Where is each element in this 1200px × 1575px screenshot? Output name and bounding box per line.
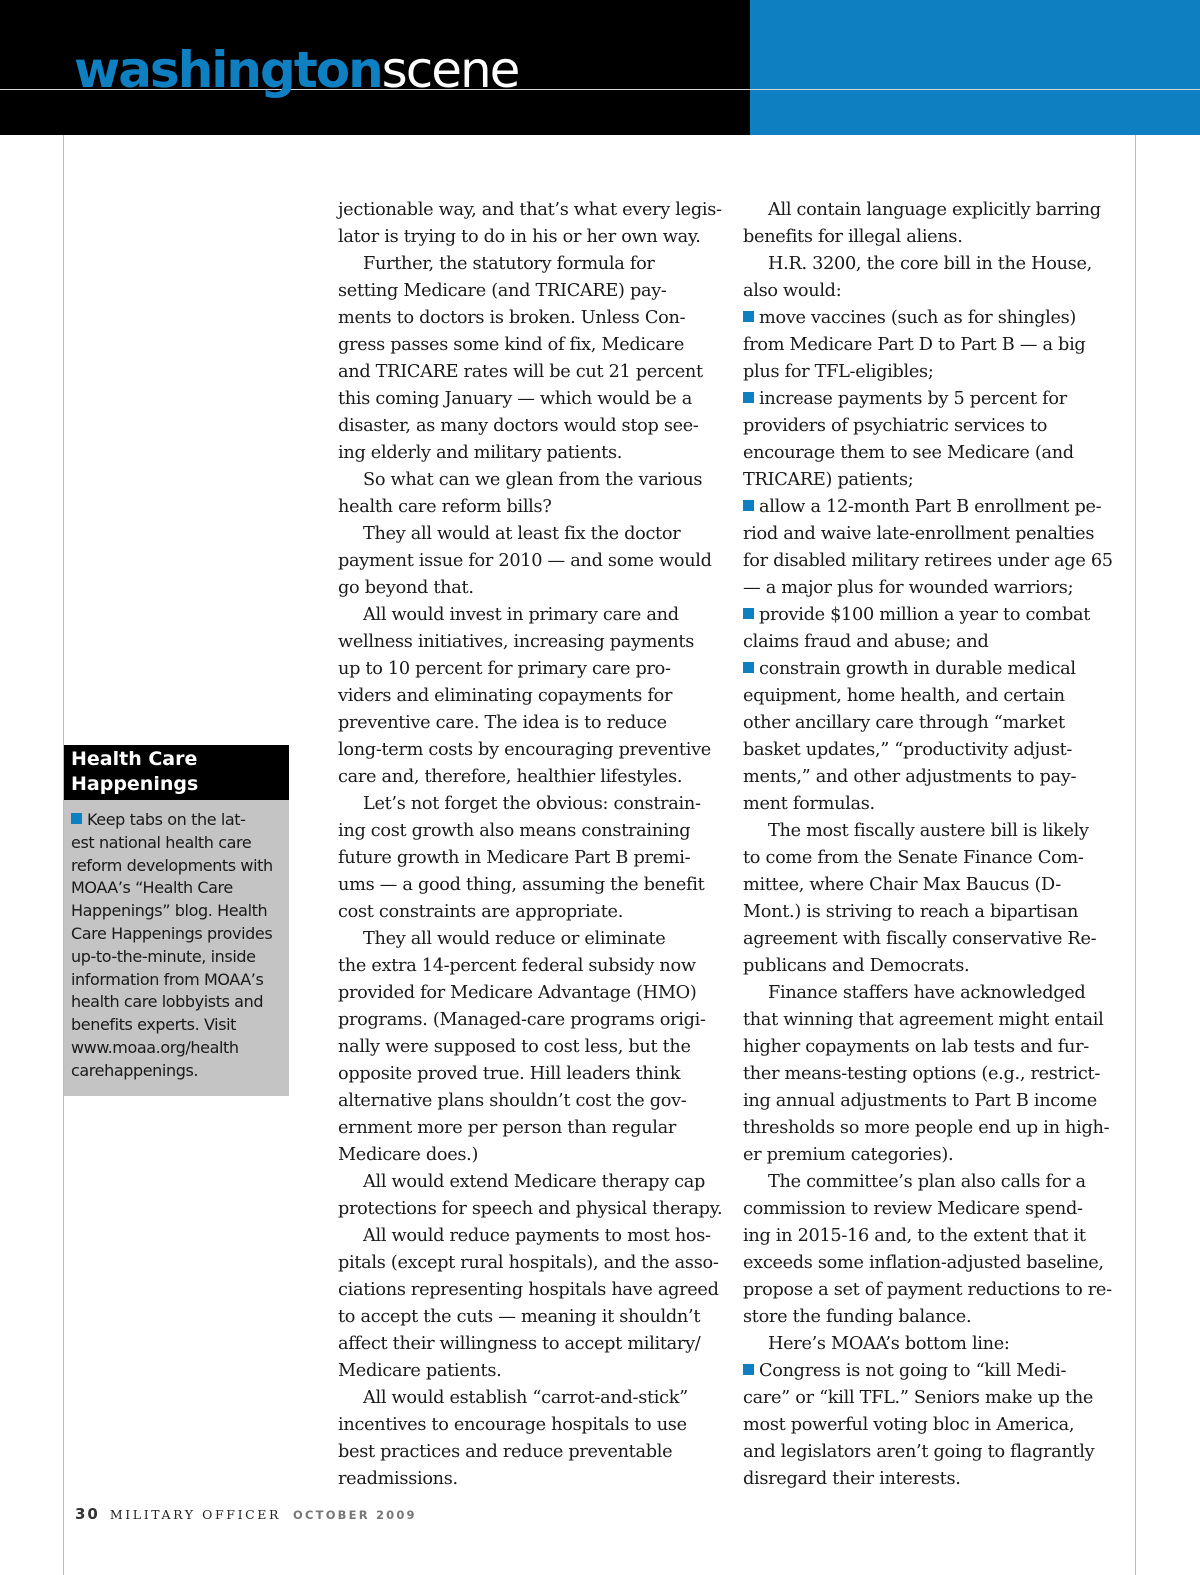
text-line <box>743 1250 1128 1277</box>
line-text: ing in 2015-16 and, to the extent that it <box>743 1226 1086 1246</box>
article-column-2 <box>743 197 1128 1493</box>
line-text: agreement with fiscally conservative Re- <box>743 929 1097 949</box>
section-title <box>74 30 518 110</box>
line-text: this coming January — which would be a <box>338 389 692 409</box>
line-text: er premium categories). <box>743 1145 954 1165</box>
line-text: plus for TFL-eligibles; <box>743 362 934 382</box>
sidebar-line: benefits experts. Visit <box>71 1015 237 1035</box>
line-text: protections for speech and physical therapy. <box>338 1199 723 1219</box>
line-text: ernment more per person than regular <box>338 1118 677 1138</box>
line-text: setting Medicare (and TRICARE) pay- <box>338 281 667 301</box>
line-text: ments,” and other adjustments to pay- <box>743 767 1077 787</box>
line-text: from Medicare Part D to Part B — a big <box>743 335 1086 355</box>
line-text: All contain language explicitly barring <box>768 200 1101 220</box>
text-line <box>743 899 1128 926</box>
sidebar-body <box>64 800 289 1096</box>
text-line <box>743 980 1128 1007</box>
bullet-line <box>743 386 1128 413</box>
text-line <box>743 1034 1128 1061</box>
line-text: lator is trying to do in his or her own way. <box>338 227 701 247</box>
line-text: publicans and Democrats. <box>743 956 970 976</box>
line-text: ment formulas. <box>743 794 875 814</box>
text-line <box>743 683 1128 710</box>
sidebar-title <box>64 745 289 800</box>
line-text: preventive care. The idea is to reduce <box>338 713 667 733</box>
line-text: readmissions. <box>338 1469 458 1489</box>
text-line <box>743 575 1128 602</box>
line-text: — a major plus for wounded warriors; <box>743 578 1074 598</box>
text-line <box>743 278 1128 305</box>
line-text: for disabled military retirees under age 65 <box>743 551 1113 571</box>
sidebar-line: information from MOAA’s <box>71 969 264 989</box>
text-line <box>338 1007 723 1034</box>
text-line <box>338 467 723 494</box>
line-text: opposite proved true. Hill leaders think <box>338 1064 681 1084</box>
text-line <box>338 1277 723 1304</box>
text-line <box>743 791 1128 818</box>
line-text: All would reduce payments to most hos- <box>363 1226 711 1246</box>
text-line <box>743 1115 1128 1142</box>
line-text: ments to doctors is broken. Unless Con- <box>338 308 686 328</box>
text-line <box>338 1142 723 1169</box>
text-line <box>338 1412 723 1439</box>
line-text: encourage them to see Medicare (and <box>743 443 1074 463</box>
text-line <box>743 1466 1128 1493</box>
text-line <box>338 494 723 521</box>
line-text: the extra 14-percent federal subsidy now <box>338 956 696 976</box>
line-text: that winning that agreement might entail <box>743 1010 1104 1030</box>
issue-date: OCTOBER 2009 <box>293 1508 417 1522</box>
text-line <box>743 548 1128 575</box>
sidebar-line: Care Happenings provides <box>71 923 273 943</box>
line-text: store the funding balance. <box>743 1307 972 1327</box>
line-text: ums — a good thing, assuming the benefit <box>338 875 705 895</box>
text-line <box>743 413 1128 440</box>
square-bullet-icon <box>743 1364 754 1375</box>
square-bullet-icon <box>743 662 754 673</box>
text-line <box>338 1223 723 1250</box>
line-text: also would: <box>743 281 842 301</box>
text-line <box>338 1061 723 1088</box>
line-text: health care reform bills? <box>338 497 552 517</box>
text-line <box>743 1277 1128 1304</box>
text-line <box>743 1142 1128 1169</box>
square-bullet-icon <box>743 311 754 322</box>
line-text: long-term costs by encouraging preventive <box>338 740 711 760</box>
bullet-line <box>743 602 1128 629</box>
text-line <box>743 1088 1128 1115</box>
text-line <box>743 1061 1128 1088</box>
line-text: incentives to encourage hospitals to use <box>338 1415 687 1435</box>
line-text: exceeds some inflation-adjusted baseline, <box>743 1253 1104 1273</box>
line-text: gress passes some kind of fix, Medicare <box>338 335 684 355</box>
bullet-line <box>743 656 1128 683</box>
text-line <box>743 332 1128 359</box>
text-line <box>338 575 723 602</box>
line-text: increase payments by 5 percent for <box>759 389 1067 409</box>
text-line <box>338 1466 723 1493</box>
line-text: jectionable way, and that’s what every legis- <box>338 200 722 220</box>
text-line <box>338 1331 723 1358</box>
square-bullet-icon <box>71 813 82 824</box>
line-text: future growth in Medicare Part B premi- <box>338 848 691 868</box>
text-line <box>338 224 723 251</box>
line-text: ing elderly and military patients. <box>338 443 623 463</box>
text-line <box>743 872 1128 899</box>
square-bullet-icon <box>743 500 754 511</box>
line-text: constrain growth in durable medical <box>759 659 1076 679</box>
text-line <box>338 1169 723 1196</box>
line-text: All would extend Medicare therapy cap <box>363 1172 705 1192</box>
sidebar-title-line: Health Care <box>71 748 198 770</box>
line-text: to accept the cuts — meaning it shouldn’t <box>338 1307 701 1327</box>
text-line <box>743 1304 1128 1331</box>
line-text: Let’s not forget the obvious: constrain- <box>363 794 701 814</box>
line-text: All would establish “carrot-and-stick” <box>363 1388 688 1408</box>
text-line <box>338 1250 723 1277</box>
sidebar-line: up-to-the-minute, inside <box>71 946 256 966</box>
text-line <box>743 629 1128 656</box>
line-text: provided for Medicare Advantage (HMO) <box>338 983 697 1003</box>
text-line <box>338 1034 723 1061</box>
line-text: and TRICARE rates will be cut 21 percent <box>338 362 703 382</box>
line-text: best practices and reduce preventable <box>338 1442 673 1462</box>
text-line <box>338 737 723 764</box>
line-text: Further, the statutory formula for <box>363 254 655 274</box>
text-line <box>338 818 723 845</box>
text-line <box>338 710 723 737</box>
page-number: 30 <box>75 1505 100 1523</box>
page-frame-right-rule <box>1135 135 1136 1575</box>
line-text: equipment, home health, and certain <box>743 686 1065 706</box>
text-line <box>743 845 1128 872</box>
line-text: care” or “kill TFL.” Seniors make up the <box>743 1388 1094 1408</box>
text-line <box>338 629 723 656</box>
text-line <box>743 1412 1128 1439</box>
text-line <box>338 899 723 926</box>
sidebar-box <box>64 745 289 1096</box>
sidebar-line: Keep tabs on the lat- <box>87 810 246 829</box>
square-bullet-icon <box>743 608 754 619</box>
line-text: They all would at least fix the doctor <box>363 524 681 544</box>
text-line <box>338 332 723 359</box>
text-line <box>338 521 723 548</box>
sidebar-line: MOAA’s “Health Care <box>71 878 233 898</box>
text-line <box>338 413 723 440</box>
sidebar-link-text: carehappenings. <box>71 1060 199 1080</box>
text-line <box>743 224 1128 251</box>
text-line <box>743 1223 1128 1250</box>
line-text: TRICARE) patients; <box>743 470 914 490</box>
text-line <box>743 1331 1128 1358</box>
text-line <box>338 440 723 467</box>
line-text: to come from the Senate Finance Com- <box>743 848 1084 868</box>
text-line <box>743 926 1128 953</box>
line-text: go beyond that. <box>338 578 474 598</box>
text-line <box>338 872 723 899</box>
text-line <box>338 359 723 386</box>
text-line <box>338 926 723 953</box>
line-text: The most fiscally austere bill is likely <box>768 821 1089 841</box>
text-line <box>338 305 723 332</box>
text-line <box>338 980 723 1007</box>
text-line <box>743 953 1128 980</box>
text-line <box>338 1385 723 1412</box>
line-text: programs. (Managed-care programs origi- <box>338 1010 706 1030</box>
line-text: allow a 12-month Part B enrollment pe- <box>759 497 1102 517</box>
section-title-light: scene <box>381 41 519 99</box>
text-line <box>338 602 723 629</box>
line-text: affect their willingness to accept military/ <box>338 1334 701 1354</box>
line-text: move vaccines (such as for shingles) <box>759 308 1077 328</box>
line-text: The committee’s plan also calls for a <box>768 1172 1086 1192</box>
line-text: providers of psychiatric services to <box>743 416 1048 436</box>
page-footer <box>75 1505 417 1523</box>
line-text: benefits for illegal aliens. <box>743 227 963 247</box>
line-text: claims fraud and abuse; and <box>743 632 989 652</box>
text-line <box>338 791 723 818</box>
text-line <box>338 1439 723 1466</box>
line-text: and legislators aren’t going to flagrantly <box>743 1442 1095 1462</box>
text-line <box>338 278 723 305</box>
sidebar-title-line: Happenings <box>71 773 199 795</box>
text-line <box>338 845 723 872</box>
sidebar-link-text: www.moaa.org/health <box>71 1037 239 1057</box>
line-text: ther means-testing options (e.g., restrict- <box>743 1064 1100 1084</box>
text-line <box>743 521 1128 548</box>
line-text: Here’s MOAA’s bottom line: <box>768 1334 1010 1354</box>
line-text: disaster, as many doctors would stop see- <box>338 416 699 436</box>
line-text: They all would reduce or eliminate <box>363 929 666 949</box>
text-line <box>743 1007 1128 1034</box>
line-text: disregard their interests. <box>743 1469 961 1489</box>
text-line <box>338 683 723 710</box>
text-line <box>338 197 723 224</box>
line-text: up to 10 percent for primary care pro- <box>338 659 671 679</box>
line-text: basket updates,” “productivity adjust- <box>743 740 1073 760</box>
line-text: higher copayments on lab tests and fur- <box>743 1037 1089 1057</box>
line-text: Medicare patients. <box>338 1361 502 1381</box>
text-line <box>743 1439 1128 1466</box>
line-text: Finance staffers have acknowledged <box>768 983 1086 1003</box>
line-text: nally were supposed to cost less, but the <box>338 1037 691 1057</box>
line-text: So what can we glean from the various <box>363 470 703 490</box>
line-text: ing annual adjustments to Part B income <box>743 1091 1097 1111</box>
line-text: ing cost growth also means constraining <box>338 821 691 841</box>
text-line <box>338 1304 723 1331</box>
text-line <box>743 1169 1128 1196</box>
line-text: All would invest in primary care and <box>363 605 679 625</box>
text-line <box>338 764 723 791</box>
line-text: riod and waive late-enrollment penalties <box>743 524 1095 544</box>
line-text: alternative plans shouldn’t cost the gov- <box>338 1091 687 1111</box>
bullet-line <box>743 1358 1128 1385</box>
square-bullet-icon <box>743 392 754 403</box>
bullet-line <box>743 305 1128 332</box>
line-text: cost constraints are appropriate. <box>338 902 624 922</box>
sidebar-line: est national health care <box>71 832 252 852</box>
text-line <box>338 1196 723 1223</box>
text-line <box>338 386 723 413</box>
line-text: most powerful voting bloc in America, <box>743 1415 1075 1435</box>
article-column-1 <box>338 197 723 1493</box>
text-line <box>743 818 1128 845</box>
line-text: care and, therefore, healthier lifestyles. <box>338 767 683 787</box>
text-line <box>338 251 723 278</box>
line-text: propose a set of payment reductions to re- <box>743 1280 1112 1300</box>
text-line <box>338 548 723 575</box>
text-line <box>338 1115 723 1142</box>
line-text: wellness initiatives, increasing payments <box>338 632 694 652</box>
text-line <box>338 656 723 683</box>
header-blue-band <box>750 0 1200 135</box>
sidebar-line: health care lobbyists and <box>71 992 264 1012</box>
line-text: thresholds so more people end up in high- <box>743 1118 1110 1138</box>
text-line <box>743 1385 1128 1412</box>
line-text: Medicare does.) <box>338 1145 479 1165</box>
text-line <box>743 359 1128 386</box>
section-title-bold: washington <box>74 41 382 99</box>
line-text: provide $100 million a year to combat <box>759 605 1091 625</box>
line-text: other ancillary care through “market <box>743 713 1065 733</box>
line-text: H.R. 3200, the core bill in the House, <box>768 254 1092 274</box>
text-line <box>338 1088 723 1115</box>
text-line <box>743 197 1128 224</box>
text-line <box>743 467 1128 494</box>
line-text: viders and eliminating copayments for <box>338 686 673 706</box>
text-line <box>743 710 1128 737</box>
line-text: Congress is not going to “kill Medi- <box>759 1361 1067 1381</box>
magazine-name: MILITARY OFFICER <box>109 1507 282 1522</box>
text-line <box>743 764 1128 791</box>
line-text: ciations representing hospitals have agreed <box>338 1280 719 1300</box>
line-text: Mont.) is striving to reach a bipartisan <box>743 902 1079 922</box>
text-line <box>743 440 1128 467</box>
text-line <box>338 1358 723 1385</box>
text-line <box>743 737 1128 764</box>
text-line <box>743 251 1128 278</box>
line-text: pitals (except rural hospitals), and the asso- <box>338 1253 719 1273</box>
sidebar-line: reform developments with <box>71 855 273 875</box>
line-text: payment issue for 2010 — and some would <box>338 551 712 571</box>
sidebar-line: Happenings” blog. Health <box>71 901 268 921</box>
line-text: commission to review Medicare spend- <box>743 1199 1083 1219</box>
bullet-line <box>743 494 1128 521</box>
text-line <box>338 953 723 980</box>
line-text: mittee, where Chair Max Baucus (D- <box>743 875 1061 895</box>
text-line <box>743 1196 1128 1223</box>
